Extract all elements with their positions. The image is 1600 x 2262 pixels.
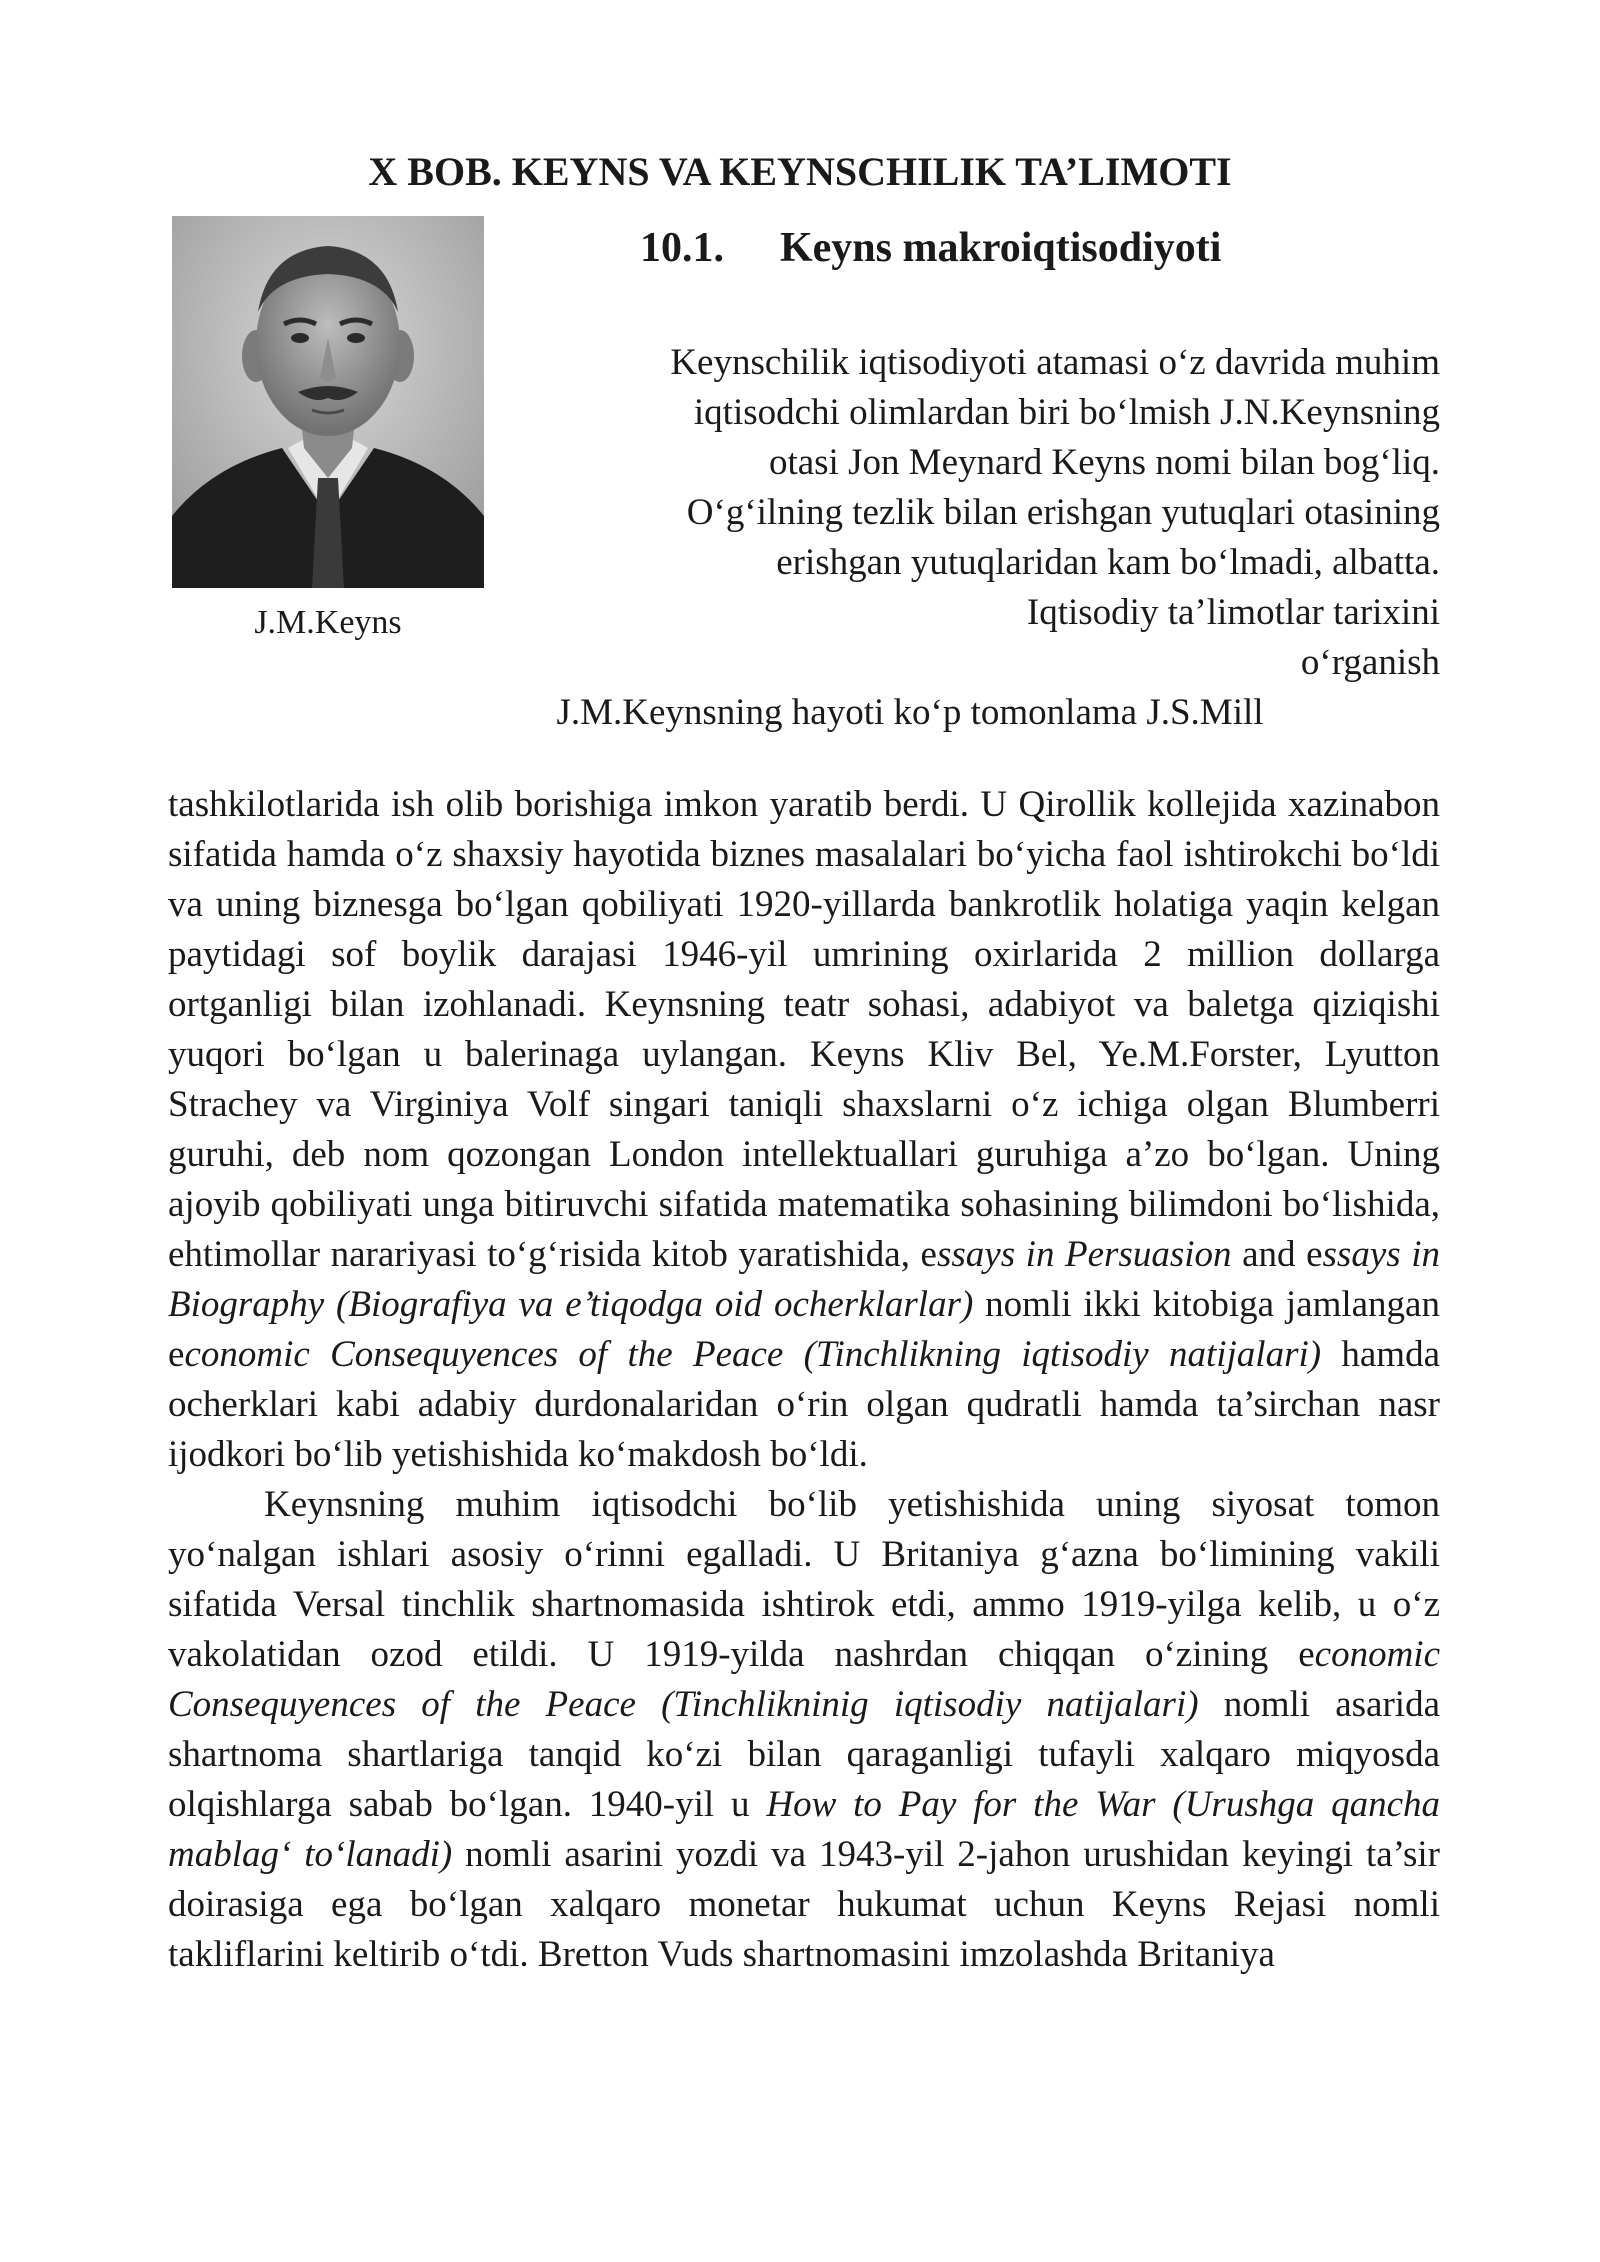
italic-title: ssays in Biography (Biografiya va e’tiqodga oid ocherklarlar) bbox=[168, 1234, 1440, 1325]
section-title: Keyns makroiqtisodiyoti bbox=[780, 225, 1222, 271]
paragraph bbox=[168, 780, 1440, 1480]
text-run: and e bbox=[1231, 1234, 1323, 1275]
intro-text bbox=[500, 338, 1440, 738]
italic-title: How to Pay for the War (Urushga qancha mablag‘ to‘lanadi) bbox=[168, 1784, 1441, 1875]
intro-line: J.M.Keynsning hayoti ko‘p tomonlama J.S.Mill bbox=[556, 692, 1264, 733]
intro-line: Iqtisodiy ta’limotlar tarixini bbox=[1026, 592, 1440, 633]
intro-line: erishgan yutuqlaridan kam bo‘lmadi, albatta. bbox=[776, 542, 1440, 583]
section-heading bbox=[640, 224, 1221, 272]
intro-line: Keynschilik iqtisodiyoti atamasi o‘z davrida muhim bbox=[670, 342, 1440, 383]
body-text bbox=[168, 780, 1440, 1980]
text-run: nomli asarida shartnoma shartlariga tanqid ko‘zi bilan qaraganligi tufayli xalqaro miqyosda olqishlarga sabab bo‘lgan. 1940-yil u bbox=[168, 1684, 1440, 1825]
paragraph bbox=[168, 1480, 1440, 1980]
keynes-portrait bbox=[172, 216, 484, 588]
intro-line: otasi Jon Meynard Keyns nomi bilan bog‘liq. bbox=[768, 442, 1440, 483]
text-run: nomli ikki kitobiga jamlangan e bbox=[168, 1284, 1440, 1375]
text-run: hamda ocherklari kabi adabiy durdonalaridan o‘rin olgan qudratli hamda ta’sirchan nasr ijodkori bo‘lib yetishishida ko‘makdosh bo‘ldi. bbox=[168, 1334, 1441, 1475]
portrait-caption: J.M.Keyns bbox=[254, 604, 402, 641]
text-run: tashkilotlarida ish olib borishiga imkon yaratib berdi. U Qirollik kollejida xazinabon sifatida hamda o‘z shaxsiy hayotida biznes masalalari bo‘yicha faol ishtirokchi bo‘ldi va uning biznesga bo‘lgan qobiliyati 1920-yillarda bankrotlik holatiga yaqin kelgan paytidagi sof boylik darajasi 1946-yil umrining oxirlarida 2 million dollarga ortganligi bilan izohlanadi. Keynsning teatr sohasi, adabiyot va baletga qiziqishi yuqori bo‘lgan u balerinaga uylangan. Keyns Kliv Bel, Ye.M.Forster, Lyutton Strachey va Virginiya Volf singari taniqli shaxslarni o‘z ichiga olgan Blumberri guruhi, deb nom qozongan London intellektuallari guruhiga a’zo bo‘lgan. Uning ajoyib qobiliyati unga bitiruvchi sifatida matematika sohasining bilimdoni bo‘lishida, ehtimollar narariyasi to‘g‘risida kitob yaratishida, e bbox=[168, 784, 1440, 1275]
intro-line: iqtisodchi olimlardan biri bo‘lmish J.N.Keynsning bbox=[693, 392, 1440, 433]
section-number: 10.1. bbox=[640, 225, 724, 271]
italic-title: conomic Consequyences of the Peace (Tinchlikning iqtisodiy natijalari) bbox=[184, 1334, 1322, 1375]
text-run: nomli asarini yozdi va 1943-yil 2-jahon urushidan keyingi ta’sir doirasiga ega bo‘lgan xalqaro monetar hukumat uchun Keyns Rejasi nomli takliflarini keltirib o‘tdi. Bretton Vuds shartnomasini imzolashda Britaniya bbox=[168, 1834, 1440, 1975]
portrait-photo-icon bbox=[172, 216, 484, 588]
text-run: Keynsning muhim iqtisodchi bo‘lib yetishishida uning siyosat tomon yo‘nalgan ishlari asosiy o‘rinni egalladi. U Britaniya g‘azna bo‘limining vakili sifatida Versal tinchlik shartnomasida ishtirok etdi, ammo 1919-yilga kelib, u o‘z vakolatidan ozod etildi. U 1919-yilda nashrdan chiqqan o‘zining e bbox=[168, 1484, 1440, 1675]
chapter-title: X BOB. KEYNS VA KEYNSCHILIK TA’LIMOTI bbox=[368, 149, 1232, 194]
intro-line: O‘g‘ilning tezlik bilan erishgan yutuqlari otasining bbox=[686, 492, 1440, 533]
italic-title: ssays in Persuasion bbox=[936, 1234, 1232, 1275]
intro-line: o‘rganish bbox=[1300, 642, 1440, 683]
italic-title: conomic Consequyences of the Peace (Tinchlikninig iqtisodiy natijalari) bbox=[168, 1634, 1440, 1725]
